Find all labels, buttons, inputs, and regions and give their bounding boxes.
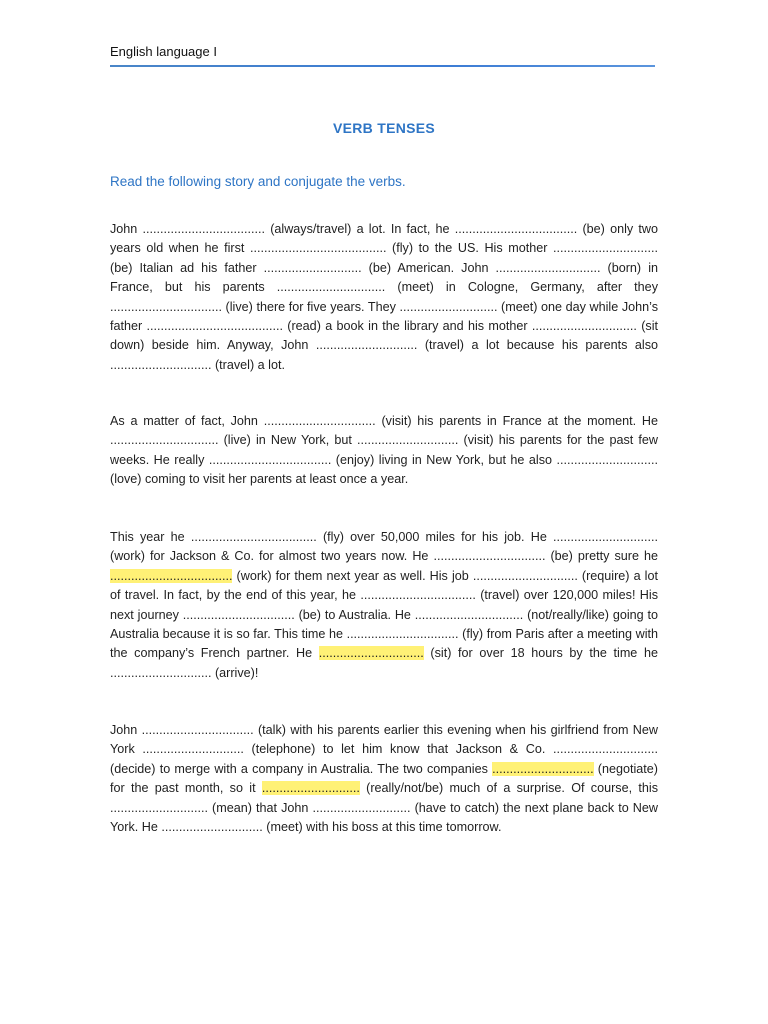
paragraph-text: (really/not/be) much of a surprise. Of course, this ............................ (mean) that John ............................ (have to catch) the next plane back to New York. He ............................. (meet) with his boss at this time tomorrow.	[110, 781, 658, 835]
paragraph-text: John ................................... (always/travel) a lot. In fact, he ................................... (be) only two years old when he first ....................................... (fly) to the US. His mother .............................. (be) Italian ad his father ............................ (be) American. John .............................. (born) in France, but his parents ............................... (meet) in Cologne, Germany, after they ................................ (live) there for five years. They ............................ (meet) one day while John’s father ....................................... (read) a book in the library and his mother .............................. (sit down) beside him. Anyway, John ............................. (travel) a lot because his parents also ............................. (travel) a lot.	[110, 222, 658, 372]
page-header: English language I	[110, 44, 217, 59]
highlighted-blank: ..............................	[318, 646, 424, 661]
story-paragraph-2	[110, 412, 658, 490]
paragraph-text: This year he .................................... (fly) over 50,000 miles for his job. He .............................. (work) for Jackson & Co. for almost two years now. He ................................ (be) pretty sure he	[110, 530, 658, 564]
page-title: VERB TENSES	[332, 120, 436, 136]
paragraph-text: (sit) for over 18 hours by the time he ............................. (arrive)!	[110, 646, 658, 680]
paragraph-text: (work) for them next year as well. His job .............................. (require) a lot of travel. In fact, by the end of this year, he ................................. (travel) over 120,000 miles! His next journey ................................ (be) to Australia. He ............................... (not/really/like) going to Australia because it is so far. This time he ................................ (fly) from Paris after a meeting with the company’s French partner. He	[110, 568, 658, 661]
paragraph-text: (negotiate) for the past month, so it	[110, 761, 658, 796]
highlighted-blank: .............................	[492, 761, 594, 776]
story-paragraph-3	[110, 528, 658, 683]
instruction-text: Read the following story and conjugate the verbs.	[110, 174, 406, 189]
story-paragraph-1	[110, 220, 658, 375]
paragraph-text: John ................................ (talk) with his parents earlier this evening when his girlfriend from New York ............................. (telephone) to let him know that Jackson & Co. .............................. (decide) to merge with a company in Australia. The two companies	[110, 723, 658, 776]
header-divider	[110, 65, 655, 67]
highlighted-blank: ...................................	[110, 568, 233, 583]
paragraph-text: As a matter of fact, John ................................ (visit) his parents in France at the moment. He ............................... (live) in New York, but ............................. (visit) his parents for the past few weeks. He really ................................... (enjoy) living in New York, but he also ............................. (love) coming to visit her parents at least once a year.	[110, 414, 658, 487]
highlighted-blank: ............................	[261, 781, 360, 796]
story-paragraph-4	[110, 721, 658, 837]
